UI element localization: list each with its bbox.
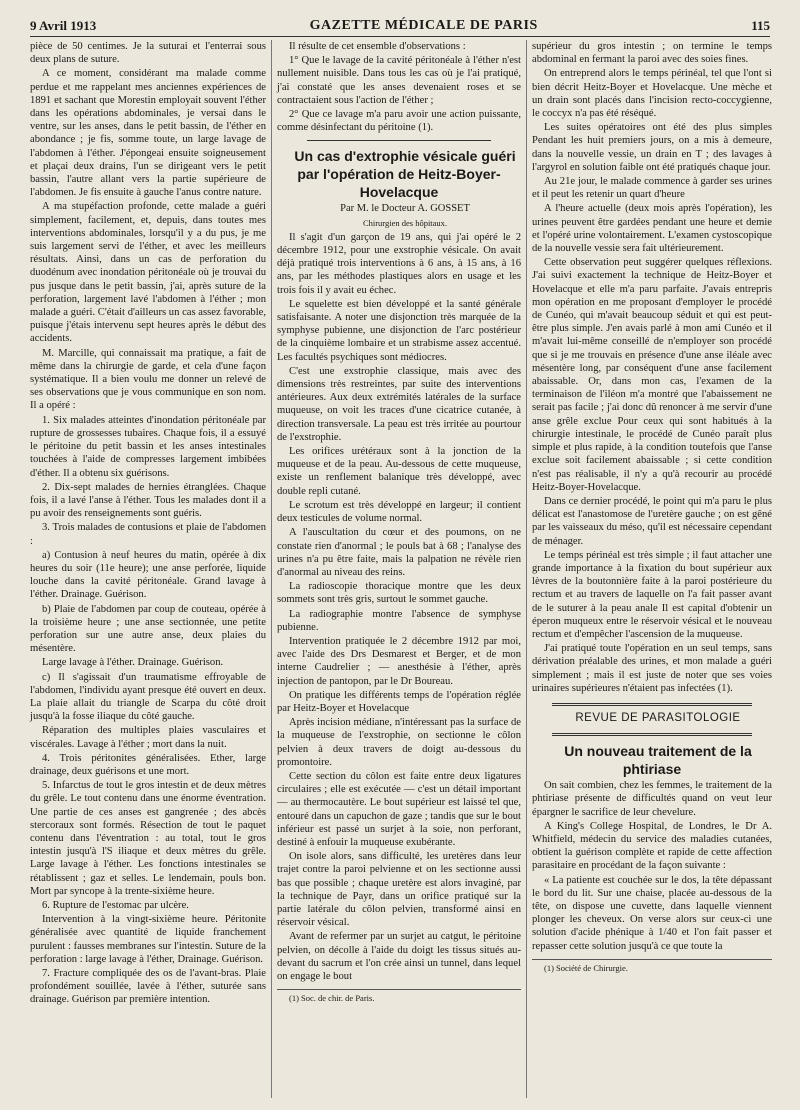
column-1	[30, 40, 266, 1008]
page-number: 115	[751, 18, 770, 33]
section-heading: REVUE DE PARASITOLOGIE	[575, 711, 741, 724]
paragraph: On sait combien, chez les femmes, le traitement de la phtiriase présente de difficultés quand on veut leur épargner le sacrifice de leur chevelure.	[532, 780, 772, 818]
footnote: (1) Soc. de chir. de Paris.	[289, 993, 375, 1004]
paragraph: Le temps périnéal est très simple ; il faut attacher une grande importance à la fixation du bout supérieur aux lèvres de la boutonnière faite à la paroi postérieure du rectum et au travers de laquelle on l'a fait passer avant de le suturer à la peau anale Il est capital d'obtenir un éperon muqueux entre le réservoir vésical et le nouveau rectum et d'empêcher l'ascension de la muqueuse.	[532, 549, 772, 640]
paragraph: On pratique les différents temps de l'opération réglée par Heitz-Boyer et Hovelacque	[277, 689, 521, 714]
footnote-rule	[277, 989, 521, 990]
paragraph: Réparation des multiples plaies vasculaires et viscérales. Lavage à l'éther ; mort dans la nuit.	[30, 725, 266, 750]
paragraph: A King's College Hospital, de Londres, le Dr A. Whitfield, médecin du service des maladies cutanées, obtient la guérison complète et rapide de cette affection parasitaire en procédant de la façon suivante :	[532, 820, 772, 872]
paragraph: A l'auscultation du cœur et des poumons, on ne constate rien d'anormal ; le pouls bat à 68 ; l'analyse des urines n'a pu être faite, mais la palpation ne révèle rien d'anormal au niveau des reins.	[277, 527, 521, 578]
paragraph: c) Il s'agissait d'un traumatisme effroyable de l'abdomen, l'individu ayant presque été ouvert en deux. La plaie allait du triangle de Scarpa du côté droit jusqu'à la fosse iliaque du côté gauche.	[30, 671, 266, 723]
paragraph: 7. Fracture compliquée des os de l'avant-bras. Plaie profondément souillée, lavée à l'éther, suturée sans drainage. Guérison par première intention.	[30, 968, 266, 1006]
paragraph: Avant de refermer par un surjet au catgut, le péritoine pelvien, on décolle à l'aide du doigt les tissus situés au-devant du sacrum et l'on crée ainsi un tunnel, dans lequel on engage le bout	[277, 931, 521, 982]
author-affiliation: Chirurgien des hôpitaux.	[362, 217, 448, 228]
paragraph: pièce de 50 centimes. Je la suturai et l'enterrai sous deux plans de suture.	[30, 41, 266, 66]
header-date: 9 Avril 1913	[30, 18, 97, 33]
footnote: (1) Société de Chirurgie.	[544, 962, 628, 973]
paragraph: 5. Infarctus de tout le gros intestin et de deux mètres du grêle. Le tout contenu dans une énorme éventration. Une partie de ces anses est gangrenée ; des abcès stercoraux sont formés. Résection de tout le paquet contenu dans l'éventration : au total, tout le gros intestin jusqu'à l'S iliaque et deux mètres du grêle. Large lavage à l'éther. Les fonctions intestinales se rétablissent ; gaz et selles. Le lendemain, pouls bon. Mort par syncope à la trente-sixième heure.	[30, 780, 266, 897]
paragraph: Il s'agit d'un garçon de 19 ans, qui j'ai opéré le 2 décembre 1912, pour une exstrophie vésicale. On avait déjà pratiqué trois interventions à 6 ans, à 15 ans, à 16 ans, par les méthodes plastiques alors en usage et les trois fois il y avait eu échec.	[277, 231, 521, 296]
footnote-rule	[532, 959, 772, 960]
page-header	[30, 8, 770, 37]
paragraph: Cette section du côlon est faite entre deux ligatures circulaires ; elle est exécutée — c'est un détail important — au thermocautère. Le bout supérieur est laissé tel que, entouré dans un capuchon de gaze ; tandis que sur le bout inférieur est passé un surjet à la soie, non perforant, destiné à enfouir la muqueuse exubérante.	[277, 770, 521, 848]
paragraph: Le scrotum est très développé en largeur; il contient deux testicules de volume normal.	[277, 499, 521, 525]
paragraph: 4. Trois péritonites généralisées. Ether, large drainage, deux guérisons et une mort.	[30, 752, 266, 777]
paragraph: Intervention à la vingt-sixième heure. Péritonite généralisée avec quantité de liquide franchement purulent : fausses membranes sur l'intestin. Suture de la perforation : large lavage à l'éther, Drainage. Guérison.	[30, 914, 266, 965]
paragraph: supérieur du gros intestin ; on termine le temps abdominal en fermant la paroi avec des soies fines.	[532, 41, 772, 66]
paragraph: Les suites opératoires ont été des plus simples Pendant les huit premiers jours, on a mis à demeure, dans la nouvelle vessie, un drain en T ; des lavages à l'argyrol en solution faible ont été pratiqués chaque jour.	[532, 122, 772, 173]
paragraph: M. Marcille, qui connaissait ma pratique, a fait de même dans la chirurgie de garde, et cela d'une façon systématique. Il a bien voulu me donner un relevé de ses observations que je vous communique en son nom. Il a opéré :	[30, 347, 266, 412]
article-title: Un cas d'extrophie vésicale guéri par l'opération de Heitz-Boyer-Hovelacque	[294, 148, 516, 201]
paragraph: J'ai pratiqué toute l'opération en un seul temps, sans dérivation préalable des urines, et mon malade a guéri simplement ; mais il est juste de noter que ses voies urinaires supérieures n'étaient pas infectées (1).	[532, 643, 772, 694]
paragraph: 1° Que le lavage de la cavité péritonéale à l'éther n'est nullement nuisible. Dans tous les cas où je l'ai pratiqué, j'ai constaté que les anses devenaient roses et se contractaient sous l'action de l'éther ;	[277, 55, 521, 106]
paragraph: Au 21e jour, le malade commence à garder ses urines et il peut les retenir un quart d'heure	[532, 176, 772, 201]
paragraph: La radiographie montre l'absence de symphyse pubienne.	[277, 608, 521, 633]
paragraph: 2. Dix-sept malades de hernies étranglées. Chaque fois, il a lavé l'anse à l'éther. Tous les malades dont il a pu avoir des renseignements sont guéris.	[30, 481, 266, 520]
article-byline: Par M. le Docteur A. GOSSET	[340, 203, 470, 215]
paragraph: A ce moment, considérant ma malade comme perdue et me rappelant mes anciennes expériences de 1891 et sachant que Morestin employait souvent l'éther dans les opérations abdominales, je versai dans le ventre, sur les anses, dans le petit bassin, de l'éther en abondance ; je fis, somme toute, un large lavage de l'abdomen à l'éther. J'épongeai ensuite soigneusement et plaçai deux drains, l'un se dirigeant vers le petit bassin, l'autre allant vers la partie supérieure de l'abdomen. Je fis ensuite à gauche l'anus contre nature.	[30, 68, 266, 199]
separator-rule	[552, 733, 752, 736]
article-title: Un nouveau traitement de la phtiriase	[564, 743, 752, 778]
paragraph: C'est une exstrophie classique, mais avec des dimensions très restreintes, par suite des interventions antérieures. Aux deux extrémités latérales de la surface muqueuse, on voit les traces d'une cicatrice cutanée, à direction transversale. La peau est très irritée au pourtour de l'exstrophie.	[277, 365, 521, 443]
paragraph: a) Contusion à neuf heures du matin, opérée à dix heures du soir (11e heure); une anse perforée, liquide louche dans la cavité péritonéale. Grand lavage à l'éther. Drainage. Guérison.	[30, 549, 266, 601]
column-2	[277, 40, 521, 1004]
paragraph: A ma stupéfaction profonde, cette malade a guéri simplement, facilement, et, depuis, dans toutes mes interventions abdominales, lorsqu'il y a du pus, je me suis largement servi de l'éther, et avec les meilleurs résultats. Ainsi, dans un cas de perforation du duodénum avec inondation péritonéale où je trouvai du pus jusque dans le petit bassin, j'ai, après suture de la perforation, largement lavé l'abdomen à l'éther ; mon malade a guéri. C'était d'ailleurs un cas assez favorable, puisque j'étais intervenu sept heures après le début des accidents.	[30, 201, 266, 345]
paragraph: 2° Que ce lavage m'a paru avoir une action puissante, comme désinfectant du péritoine (1).	[277, 109, 521, 134]
paragraph: Large lavage à l'éther. Drainage. Guérison.	[42, 657, 224, 669]
paragraph: Le squelette est bien développé et la santé générale satisfaisante. A noter une disjonction très marquée de la symphyse pubienne, une disjonction de l'arc postérieur de la cinquième lombaire et un strabisme assez accentué. Les facultés psychiques sont médiocres.	[277, 298, 521, 363]
column-divider	[526, 40, 527, 1098]
paragraph: Les orifices urétéraux sont à la jonction de la muqueuse et de la peau. Au-dessous de cette muqueuse, existe un renflement balanique très développé, avec double repli cutané.	[277, 446, 521, 497]
paragraph: Cette observation peut suggérer quelques réflexions. J'ai suivi exactement la technique de Heitz-Boyer et Hovelacque et elle m'a paru parfaite. J'avais entrepris mon opération en me proposant d'employer le procédé de Cunéo, qui m'avait beaucoup séduit et qui est peut-être plus simple. J'en avais parlé à mon ami Cunéo et il m'avait lui-même conseillé de n'employer son procédé que si je me trouvais en présence d'une anse iléale avec mésentère long, par conséquent d'une anse facilement abaissable. Or, dans mon cas, l'examen de la terminaison de l'iléon m'a montré que l'abaissement ne serait pas facile ; j'ai donc dû renoncer à me servir d'une anse grêle exclue Pour ceux qui sont habitués à la chirurgie intestinale, le procédé de Cunéo paraît plus simple et plus rapide, à la condition toutefois que l'anse exclue soit facilement abaissable ; si cette condition n'est pas réalisable, il n'y a qu'à recourir au procédé Heitz-Boyer-Hovelacque.	[532, 257, 772, 493]
paragraph: La radioscopie thoracique montre que les deux sommets sont très gris, surtout le sommet gauche.	[277, 581, 521, 606]
separator-rule	[552, 703, 752, 706]
paragraph: Après incision médiane, n'intéressant pas la surface de la muqueuse de l'exstrophie, on sectionne le côlon pelvien à deux travers de doigt au-dessous du promontoire.	[277, 717, 521, 768]
paragraph: Dans ce dernier procédé, le point qui m'a paru le plus délicat est l'anastomose de l'uretère gauche ; on est gêné par les vaisseaux du méso, qu'il est nécessaire cependant de ménager.	[532, 495, 772, 547]
paragraph: Intervention pratiquée le 2 décembre 1912 par moi, avec l'aide des Drs Desmarest et Berger, et de mon interne Caudrelier ; — anesthésie à l'éther, après injection de pantopon, par le Dr Boureau.	[277, 635, 521, 687]
paragraph: « La patiente est couchée sur le dos, la tête dépassant le bord du lit. Sur une chaise, placée au-dessous de la tête, on dispose une cuvette, dans laquelle viennent plonger les cheveux. On verse alors sur ceux-ci une solution d'acide phénique à 1/40 et l'on fait passer et repasser cette solution jusqu'à ce que toute la	[532, 874, 772, 952]
column-divider	[271, 40, 272, 1098]
paragraph: b) Plaie de l'abdomen par coup de couteau, opérée à la troisième heure ; une anse sectionnée, une petite perforation sur une autre anse, deux plaies du mésentère.	[30, 603, 266, 655]
paragraph: Il résulte de cet ensemble d'observations :	[289, 41, 466, 52]
column-3	[532, 40, 772, 974]
paragraph: 6. Rupture de l'estomac par ulcère.	[42, 900, 189, 911]
separator-rule	[307, 140, 491, 141]
paragraph: 3. Trois malades de contusions et plaie de l'abdomen :	[30, 522, 266, 547]
paragraph: 1. Six malades atteintes d'inondation péritonéale par rupture de grossesses tubaires. Chaque fois, il a essuyé le péritoine du petit bassin et les anses intestinales touchées à l'aide de compresses largement imbibées d'éther. Il a obtenu six guérisons.	[30, 414, 266, 479]
paragraph: On isole alors, sans difficulté, les uretères dans leur trajet contre la paroi pelvienne et on les sectionne aussi bas que possible ; chaque uretère est alors invaginé, par la technique de Payr, dans un orifice pratiqué sur la partie latérale du côlon pelvien, transformé ainsi en réservoir vésical.	[277, 851, 521, 929]
paragraph: On entreprend alors le temps périnéal, tel que l'ont si bien décrit Heitz-Boyer et Hovelacque. Une mèche et un drain sont placés dans l'incision recto-coccygienne, le coccyx n'a pas été réséqué.	[532, 68, 772, 120]
journal-title: GAZETTE MÉDICALE DE PARIS	[309, 18, 538, 33]
paragraph: A l'heure actuelle (deux mois après l'opération), les urines peuvent être gardées pendant une heure et demie et l'opéré urine volontairement. L'examen cystoscopique de la nouvelle vessie sera fait ultérieurement.	[532, 203, 772, 255]
